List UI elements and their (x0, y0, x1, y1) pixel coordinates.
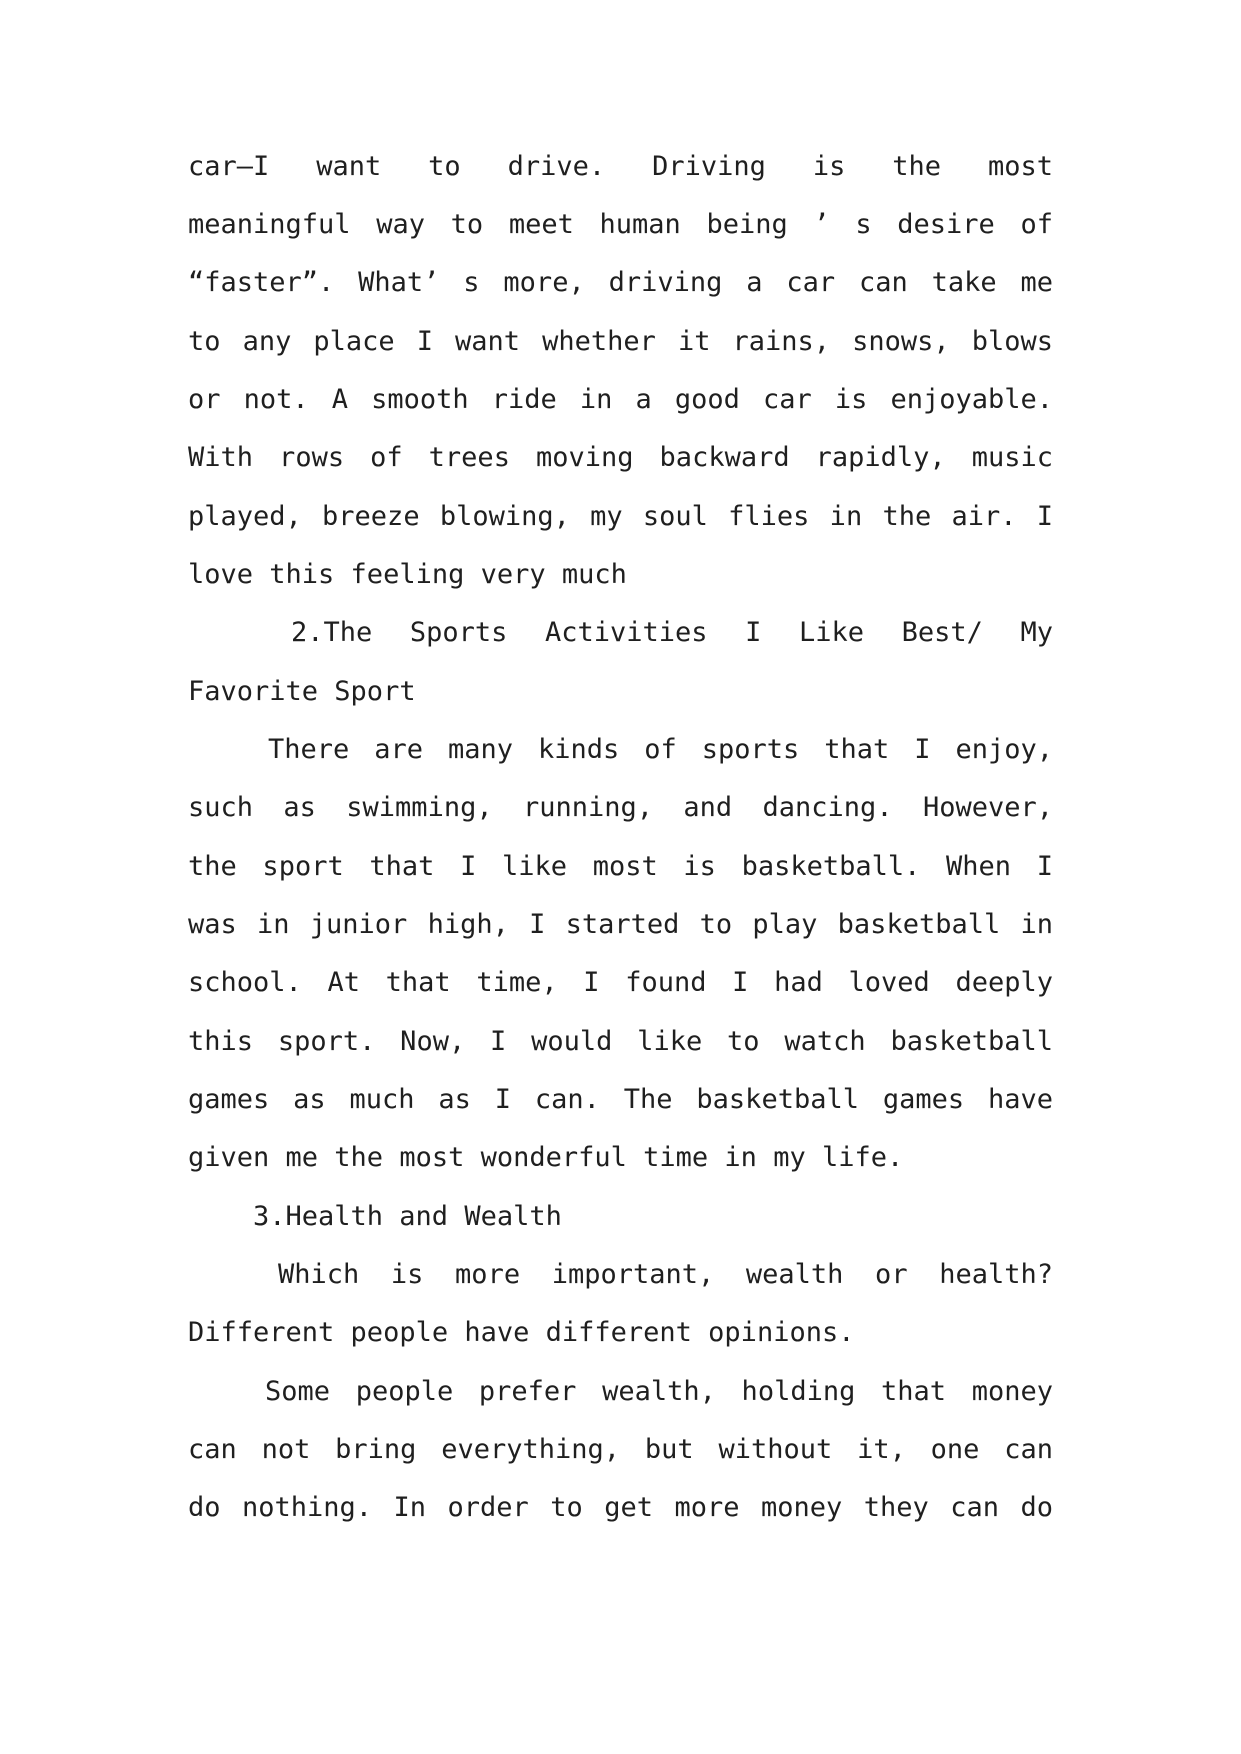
text-line: With rows of trees moving backward rapidly, music (188, 442, 1053, 473)
text-line: can not bring everything, but without it, one can (188, 1434, 1053, 1465)
text-line: Different people have different opinions. (188, 1317, 855, 1348)
text-line: was in junior high, I started to play basketball in (188, 909, 1053, 940)
text-line: played, breeze blowing, my soul flies in the air. I (188, 501, 1053, 532)
text-line: do nothing. In order to get more money they can do (188, 1492, 1053, 1523)
text-line: or not. A smooth ride in a good car is enjoyable. (188, 384, 1053, 415)
text-line: car—I want to drive. Driving is the most (188, 151, 1053, 182)
text-line: the sport that I like most is basketball. When I (188, 851, 1053, 882)
section-heading: Favorite Sport (188, 676, 416, 707)
text-line: given me the most wonderful time in my life. (188, 1142, 904, 1173)
section-heading: 2.The Sports Activities I Like Best/ My (291, 617, 1053, 648)
text-line: “faster”. What’ s more, driving a car can take me (188, 267, 1053, 298)
text-line: this sport. Now, I would like to watch basketball (188, 1026, 1053, 1057)
text-line: school. At that time, I found I had loved deeply (188, 967, 1053, 998)
text-line: Some people prefer wealth, holding that money (265, 1376, 1053, 1407)
text-line: Which is more important, wealth or health? (278, 1259, 1053, 1290)
text-line: love this feeling very much (188, 559, 627, 590)
text-line: meaningful way to meet human being ’ s desire of (188, 209, 1053, 240)
text-line: to any place I want whether it rains, snows, blows (188, 326, 1053, 357)
section-heading: 3.Health and Wealth (253, 1201, 562, 1232)
text-line: There are many kinds of sports that I enjoy, (268, 734, 1053, 765)
text-line: such as swimming, running, and dancing. However, (188, 792, 1053, 823)
text-line: games as much as I can. The basketball games have (188, 1084, 1053, 1115)
